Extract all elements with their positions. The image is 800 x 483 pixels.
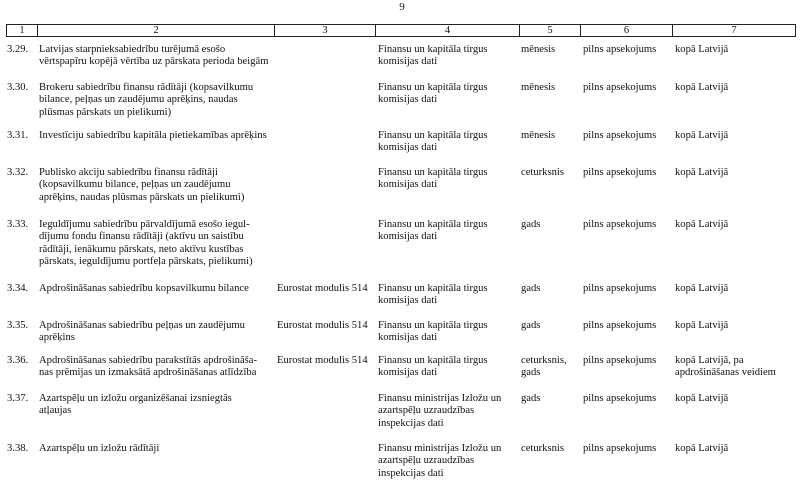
indicator-name <box>39 283 249 295</box>
coverage-scope-line: kopā Latvijā <box>675 443 729 454</box>
data-source-line: azartspēļu uzraudzības <box>378 455 475 467</box>
indicator-name-line: Publisko akciju sabiedrību finansu rādītāji <box>39 167 218 178</box>
data-source-line: Finansu un kapitāla tirgus <box>378 44 488 55</box>
coverage-scope <box>675 167 728 179</box>
frequency <box>521 82 555 94</box>
indicator-name-line: plūsmas pārskats un pielikumi) <box>39 106 172 118</box>
page-number: 9 <box>399 1 405 13</box>
frequency <box>521 219 540 231</box>
frequency-line: ceturksnis <box>521 443 564 454</box>
coverage-scope-line: kopā Latvijā <box>675 82 729 93</box>
indicator-name-line: atļaujas <box>39 405 72 417</box>
frequency <box>521 283 540 295</box>
frequency <box>521 130 555 142</box>
data-source-line: Finansu un kapitāla tirgus <box>378 283 488 294</box>
row-number: 3.30. <box>7 82 29 93</box>
frequency-line: gads <box>521 393 541 404</box>
row-number: 3.36. <box>7 355 29 366</box>
survey-type: pilns apsekojums <box>583 130 657 141</box>
frequency-line: ceturksnis, <box>521 355 567 366</box>
coverage-scope <box>675 443 728 455</box>
frequency <box>521 167 564 179</box>
frequency-line: gads <box>521 219 541 230</box>
coverage-scope <box>675 44 728 56</box>
indicator-name-line: bilance, peļņas un zaudējumu aprēķins, naudas <box>39 94 238 106</box>
coverage-scope-line: kopā Latvijā <box>675 44 729 55</box>
data-source <box>378 320 488 345</box>
data-source <box>378 355 488 380</box>
indicator-name-line: Brokeru sabiedrību finansu rādītāji (kopsavilkumu <box>39 82 254 93</box>
coverage-scope-line: kopā Latvijā <box>675 167 729 178</box>
coverage-scope-line: kopā Latvijā <box>675 219 729 230</box>
indicator-name-line: Apdrošināšanas sabiedrību parakstītās apdrošināša- <box>39 355 257 366</box>
indicator-name-line: vērtspapīru kopējā vērtība uz pārskata perioda beigām <box>39 56 269 68</box>
indicator-name-line: aprēķins, naudas plūsmas pārskats un pielikumi) <box>39 191 245 203</box>
coverage-scope <box>675 82 728 94</box>
data-source-line: Finansu un kapitāla tirgus <box>378 320 488 331</box>
survey-type: pilns apsekojums <box>583 82 657 93</box>
data-source-line: Finansu un kapitāla tirgus <box>378 219 488 230</box>
data-source-line: Finansu un kapitāla tirgus <box>378 355 488 366</box>
survey-type: pilns apsekojums <box>583 167 657 178</box>
row-number: 3.29. <box>7 44 29 55</box>
indicator-name <box>39 82 253 119</box>
frequency-line: gads <box>521 283 541 294</box>
indicator-name-line: dījumu fondu finansu rādītāji (aktīvu un saistību <box>39 231 244 243</box>
indicator-name <box>39 219 253 269</box>
frequency <box>521 443 564 455</box>
data-source-line: Finansu ministrijas Izložu un <box>378 443 502 454</box>
frequency-line: ceturksnis <box>521 167 564 178</box>
row-number: 3.31. <box>7 130 29 141</box>
data-source-line: Finansu un kapitāla tirgus <box>378 130 488 141</box>
coverage-scope <box>675 320 728 332</box>
indicator-name-line: Investīciju sabiedrību kapitāla pietiekamības aprēķins <box>39 130 267 141</box>
coverage-scope-line: kopā Latvijā <box>675 130 729 141</box>
source-reference: Eurostat modulis 514 <box>277 355 368 366</box>
data-source-line: azartspēļu uzraudzības <box>378 405 475 417</box>
indicator-name-line: (kopsavilkumu bilance, peļņas un zaudējumu <box>39 179 231 191</box>
row-number: 3.37. <box>7 393 29 404</box>
data-source-line: komisijas dati <box>378 295 438 307</box>
frequency-line: gads <box>521 367 541 379</box>
coverage-scope-line: apdrošināšanas veidiem <box>675 367 776 379</box>
header-col-5: 5 <box>520 25 581 36</box>
frequency <box>521 355 567 380</box>
indicator-name <box>39 44 268 69</box>
header-col-1: 1 <box>7 25 38 36</box>
indicator-name-line: Apdrošināšanas sabiedrību peļņas un zaudējumu <box>39 320 245 331</box>
coverage-scope <box>675 130 728 142</box>
data-source <box>378 130 488 155</box>
indicator-name-line: aprēķins <box>39 332 75 344</box>
indicator-name-line: Azartspēļu un izložu rādītāji <box>39 443 160 454</box>
header-col-3: 3 <box>275 25 376 36</box>
survey-type: pilns apsekojums <box>583 443 657 454</box>
table-header <box>6 24 796 37</box>
row-number: 3.38. <box>7 443 29 454</box>
survey-type: pilns apsekojums <box>583 393 657 404</box>
coverage-scope-line: kopā Latvijā <box>675 393 729 404</box>
frequency-line: gads <box>521 320 541 331</box>
data-source-line: komisijas dati <box>378 56 438 68</box>
frequency-line: mēnesis <box>521 130 556 141</box>
indicator-name <box>39 393 232 418</box>
header-col-2: 2 <box>38 25 275 36</box>
row-number: 3.33. <box>7 219 29 230</box>
frequency-line: mēnesis <box>521 82 556 93</box>
header-col-4: 4 <box>376 25 520 36</box>
row-number: 3.34. <box>7 283 29 294</box>
data-source-line: inspekcijas dati <box>378 467 444 479</box>
frequency-line: mēnesis <box>521 44 556 55</box>
data-source-line: Finansu un kapitāla tirgus <box>378 167 488 178</box>
coverage-scope-line: kopā Latvijā <box>675 320 729 331</box>
survey-type: pilns apsekojums <box>583 219 657 230</box>
data-source <box>378 167 488 192</box>
data-source-line: Finansu ministrijas Izložu un <box>378 393 502 404</box>
coverage-scope <box>675 355 776 380</box>
source-reference: Eurostat modulis 514 <box>277 283 368 294</box>
data-source-line: komisijas dati <box>378 367 438 379</box>
indicator-name-line: Azartspēļu un izložu organizēšanai izsniegtās <box>39 393 232 404</box>
indicator-name-line: pārskats, ieguldījumu portfeļa pārskats, pielikumi) <box>39 256 253 268</box>
data-source <box>378 219 488 244</box>
data-source-line: komisijas dati <box>378 142 438 154</box>
survey-type: pilns apsekojums <box>583 283 657 294</box>
data-source <box>378 44 488 69</box>
indicator-name <box>39 320 245 345</box>
frequency <box>521 44 555 56</box>
data-source-line: komisijas dati <box>378 332 438 344</box>
indicator-name <box>39 443 159 455</box>
coverage-scope-line: kopā Latvijā, pa <box>675 355 744 366</box>
indicator-name-line: Ieguldījumu sabiedrību pārvaldījumā esošo iegul- <box>39 219 250 230</box>
data-source-line: komisijas dati <box>378 94 438 106</box>
frequency <box>521 393 540 405</box>
data-source-line: Finansu un kapitāla tirgus <box>378 82 488 93</box>
header-col-6: 6 <box>581 25 673 36</box>
data-source <box>378 443 501 480</box>
data-source <box>378 82 488 107</box>
survey-type: pilns apsekojums <box>583 355 657 366</box>
indicator-name-line: Apdrošināšanas sabiedrību kopsavilkumu bilance <box>39 283 249 294</box>
data-source <box>378 283 488 308</box>
survey-type: pilns apsekojums <box>583 44 657 55</box>
indicator-name <box>39 355 257 380</box>
indicator-name-line: nas prēmijas un izmaksātā apdrošināšanas atlīdzība <box>39 367 257 379</box>
coverage-scope <box>675 393 728 405</box>
data-source-line: komisijas dati <box>378 179 438 191</box>
indicator-name-line: Latvijas starpnieksabiedrību turējumā esošo <box>39 44 226 55</box>
data-source-line: inspekcijas dati <box>378 417 444 429</box>
frequency <box>521 320 540 332</box>
indicator-name <box>39 167 244 204</box>
source-reference: Eurostat modulis 514 <box>277 320 368 331</box>
row-number: 3.35. <box>7 320 29 331</box>
survey-type: pilns apsekojums <box>583 320 657 331</box>
data-source-line: komisijas dati <box>378 231 438 243</box>
coverage-scope-line: kopā Latvijā <box>675 283 729 294</box>
indicator-name <box>39 130 267 142</box>
indicator-name-line: rādītāji, ienākumu pārskats, neto aktīvu kustības <box>39 243 244 255</box>
coverage-scope <box>675 219 728 231</box>
coverage-scope <box>675 283 728 295</box>
header-col-7: 7 <box>731 25 737 36</box>
row-number: 3.32. <box>7 167 29 178</box>
data-source <box>378 393 501 430</box>
